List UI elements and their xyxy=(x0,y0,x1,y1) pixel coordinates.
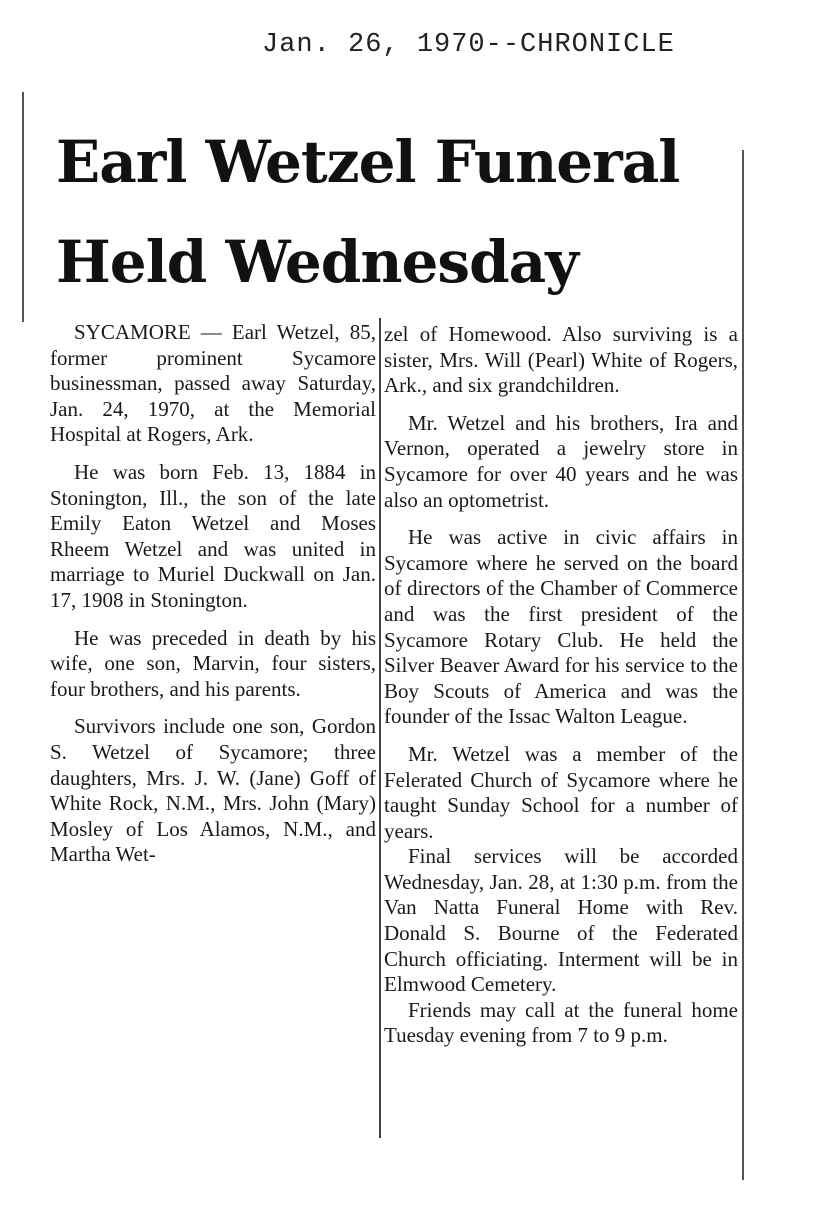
paragraph-business: Mr. Wetzel and his brothers, Ira and Vernon, operated a jewelry store in Sycamore for over 40 years and he was also an optometrist. xyxy=(384,410,738,512)
paragraph-birth: He was born Feb. 13, 1884 in Stonington, Ill., the son of the late Emily Eaton Wetzel and Moses Rheem Wetzel and was united in marriage to Muriel Duckwall on Jan. 17, 1908 in Stonington. xyxy=(50,459,376,612)
dateline: Jan. 26, 1970--CHRONICLE xyxy=(262,30,675,60)
paragraph-services: Final services will be accorded Wednesday, Jan. 28, at 1:30 p.m. from the Van Natta Funeral Home with Rev. Donald S. Bourne of the Federated Church officiating. Interment will be in Elmwood Cemetery. xyxy=(384,844,738,997)
article-column-left xyxy=(50,320,376,880)
column-divider xyxy=(379,318,381,1138)
headline-line-1: Earl Wetzel Funeral xyxy=(56,128,680,196)
headline xyxy=(56,112,746,312)
paragraph-preceded: He was preceded in death by his wife, one son, Marvin, four sisters, four brothers, and his parents. xyxy=(50,625,376,701)
clipping-edge-left xyxy=(22,92,24,322)
paragraph-church: Mr. Wetzel was a member of the Felerated Church of Sycamore where he taught Sunday School for a number of years. xyxy=(384,741,738,843)
headline-line-2: Held Wednesday xyxy=(56,228,578,296)
paragraph-dateline-lead: SYCAMORE — Earl Wetzel, 85, former prominent Sycamore businessman, passed away Saturday, Jan. 24, 1970, at the Memorial Hospital at Rogers, Ark. xyxy=(50,320,376,447)
paragraph-survivors-continued: zel of Homewood. Also surviving is a sister, Mrs. Will (Pearl) White of Rogers, Ark., and six grandchildren. xyxy=(384,322,738,398)
paragraph-civic: He was active in civic affairs in Sycamore where he served on the board of directors of the Chamber of Commerce and was the first president of the Sycamore Rotary Club. He held the Silver Beaver Award for his service to the Boy Scouts of America and was the founder of the Issac Walton League. xyxy=(384,525,738,729)
paragraph-survivors: Survivors include one son, Gordon S. Wetzel of Sycamore; three daughters, Mrs. J. W. (Jane) Goff of White Rock, N.M., Mrs. John (Mary) Mosley of Los Alamos, N.M., and Martha Wet- xyxy=(50,714,376,867)
paragraph-visitation: Friends may call at the funeral home Tuesday evening from 7 to 9 p.m. xyxy=(384,997,738,1048)
article-column-right xyxy=(384,322,738,1049)
